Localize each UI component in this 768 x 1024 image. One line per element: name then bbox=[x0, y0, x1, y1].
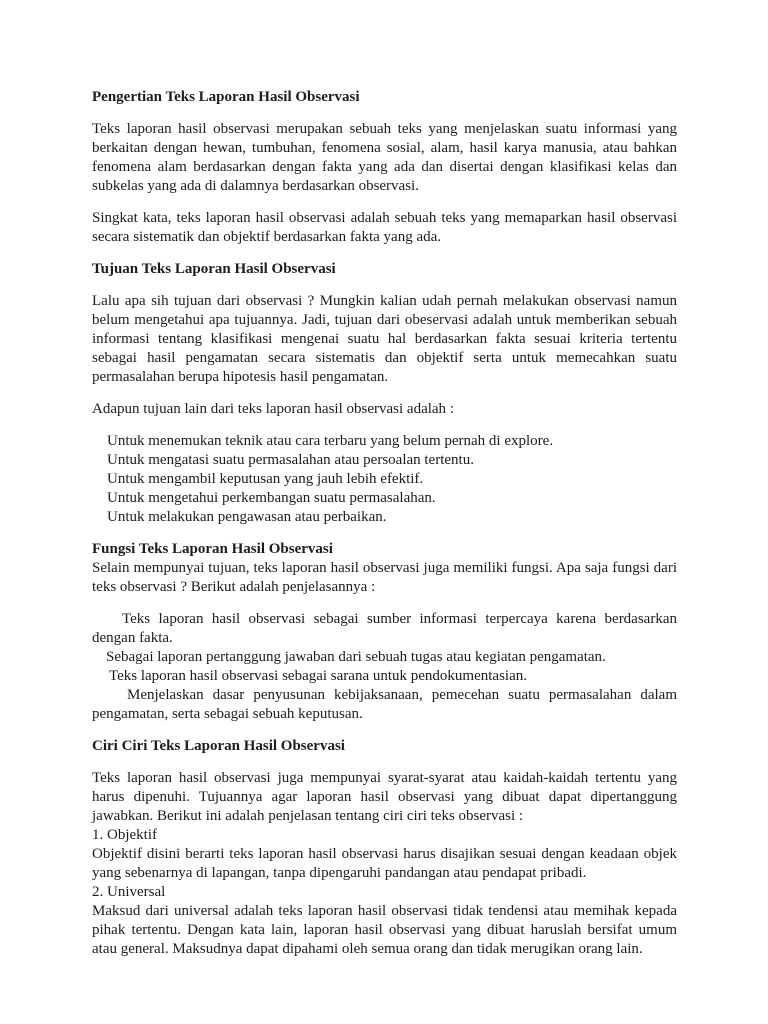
ciri-point-body: Objektif disini berarti teks laporan hasil observasi harus disajikan sesuai dengan keadaan objek yang sebenarnya di lapangan, tanpa dipengaruhi pandangan atau pendapat pribadi. bbox=[92, 846, 677, 881]
heading-ciri: Ciri Ciri Teks Laporan Hasil Observasi bbox=[92, 738, 345, 754]
tujuan-list-item: Untuk melakukan pengawasan atau perbaikan. bbox=[107, 509, 387, 525]
tujuan-list-item: Untuk mengambil keputusan yang jauh lebih efektif. bbox=[107, 471, 424, 487]
paragraph-pengertian-1: Teks laporan hasil observasi merupakan sebuah teks yang menjelaskan suatu informasi yang berkaitan dengan hewan, tumbuhan, fenomena sosial, alam, hasil karya manusia, atau bahkan fenomena alam berdasarkan dengan fakta yang ada dan disertai dengan klasifikasi kelas dan subkelas yang ada di dalamnya berdasarkan observasi. bbox=[92, 121, 677, 194]
paragraph-tujuan-intro: Lalu apa sih tujuan dari observasi ? Mungkin kalian udah pernah melakukan observasi namun belum mengetahui apa tujuannya. Jadi, tujuan dari obeservasi adalah untuk memberikan sebuah informasi tentang klasifikasi mengenai suatu hal berdasarkan fakta sesuai kriteria tertentu sebagai hasil pengamatan secara sistematis dan objektif serta untuk memecahkan suatu permasalahan berupa hipotesis hasil pengamatan. bbox=[92, 293, 677, 385]
paragraph-ciri-intro: Teks laporan hasil observasi juga mempunyai syarat-syarat atau kaidah-kaidah tertentu yang harus dipenuhi. Tujuannya agar laporan hasil observasi yang dibuat dapat dipertanggung jawabkan. Berikut ini adalah penjelasan tentang ciri ciri teks observasi : bbox=[92, 770, 677, 824]
ciri-point-title: 1. Objektif bbox=[92, 827, 157, 843]
ciri-section-body bbox=[92, 769, 677, 959]
tujuan-list bbox=[92, 432, 677, 527]
fungsi-list bbox=[92, 610, 677, 724]
fungsi-list-item: Menjelaskan dasar penyusunan kebijaksanaan, pemecehan suatu permasalahan dalam pengamatan, serta sebagai sebuah keputusan. bbox=[92, 687, 677, 722]
ciri-point-title: 2. Universal bbox=[92, 884, 166, 900]
tujuan-list-item: Untuk menemukan teknik atau cara terbaru yang belum pernah di explore. bbox=[107, 433, 554, 449]
ciri-point-body: Maksud dari universal adalah teks laporan hasil observasi tidak tendensi atau memihak kepada pihak tertentu. Dengan kata lain, laporan hasil observasi yang dibuat haruslah bersifat umum atau general. Maksudnya dapat dipahami oleh semua orang dan tidak merugikan orang lain. bbox=[92, 903, 677, 957]
fungsi-list-item: Teks laporan hasil observasi sebagai sumber informasi terpercaya karena berdasarkan dengan fakta. bbox=[92, 611, 677, 646]
paragraph-tujuan-list-lead: Adapun tujuan lain dari teks laporan hasil observasi adalah : bbox=[92, 401, 454, 417]
fungsi-list-item: Teks laporan hasil observasi sebagai sarana untuk pendokumentasian. bbox=[109, 668, 527, 684]
heading-tujuan: Tujuan Teks Laporan Hasil Observasi bbox=[92, 261, 336, 277]
paragraph-fungsi-intro: Selain mempunyai tujuan, teks laporan hasil observasi juga memiliki fungsi. Apa saja fungsi dari teks observasi ? Berikut adalah penjelasannya : bbox=[92, 560, 677, 595]
tujuan-list-item: Untuk mengatasi suatu permasalahan atau persoalan tertentu. bbox=[107, 452, 474, 468]
heading-fungsi: Fungsi Teks Laporan Hasil Observasi bbox=[92, 541, 333, 557]
fungsi-list-item: Sebagai laporan pertanggung jawaban dari sebuah tugas atau kegiatan pengamatan. bbox=[106, 649, 606, 665]
heading-pengertian: Pengertian Teks Laporan Hasil Observasi bbox=[92, 89, 360, 105]
tujuan-list-item: Untuk mengetahui perkembangan suatu permasalahan. bbox=[107, 490, 436, 506]
paragraph-pengertian-2: Singkat kata, teks laporan hasil observasi adalah sebuah teks yang memaparkan hasil observasi secara sistematik dan objektif berdasarkan fakta yang ada. bbox=[92, 210, 677, 245]
